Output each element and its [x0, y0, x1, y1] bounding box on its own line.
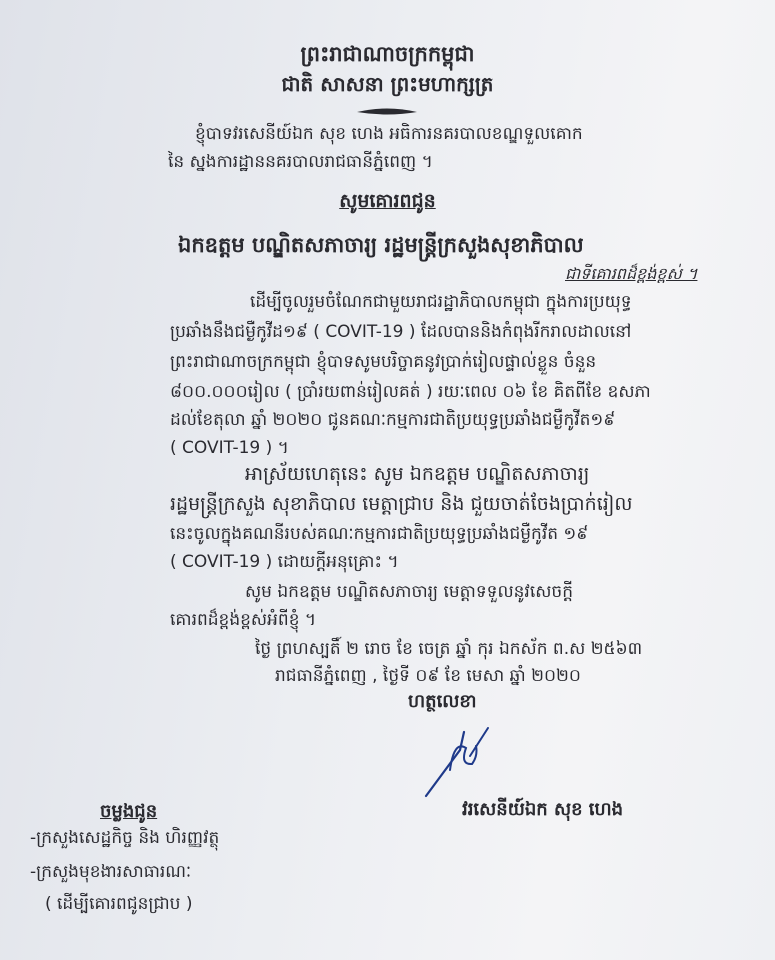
- body-p3-line-1: សូម ឯកឧត្តម បណ្ឌិតសភាចារ្យ មេត្តាទទួលនូវសេចក្តី: [245, 582, 573, 602]
- motto-heading: ជាតិ សាសនា ព្រះមហាក្សត្រ: [281, 72, 494, 96]
- body-p2-line-1: អាស្រ័យហេតុនេះ សូម ឯកឧត្តម បណ្ឌិតសភាចារ្យ: [245, 463, 590, 485]
- ornament-divider: [355, 107, 419, 117]
- body-p2-line-4: ( COVIT-19 ) ដោយក្តីអនុគ្រោះ ។: [170, 552, 399, 572]
- signature-heading: ហត្ថលេខា: [408, 691, 477, 712]
- body-p1-line-2: ប្រឆាំងនឹងជម្ងឺកូវីដ១៩ ( COVIT-19 ) ដែលបាននិងកំពុងរីករាលដាលនៅ: [170, 322, 632, 342]
- recipient-name: ឯកឧត្តម បណ្ឌិតសភាចារ្យ រដ្ឋមន្ត្រីក្រសួងសុខាភិបាល: [178, 233, 584, 257]
- cc-item: -ក្រសួងមុខងារសាធារណៈ: [30, 862, 192, 882]
- body-p1-line-1: ដើម្បីចូលរួមចំណែកជាមួយរាជរដ្ឋាភិបាលកម្ពុជា ក្នុងការប្រយុទ្ធ: [250, 292, 632, 312]
- kingdom-heading: ព្រះរាជាណាចក្រកម្ពុជា: [300, 42, 475, 66]
- handwritten-signature: [420, 710, 510, 810]
- body-p1-line-4: ៨០០.០០០រៀល ( ប្រាំរយពាន់រៀលគត់ ) រយៈពេល ០៦ ខែ គិតពីខែ ឧសភា: [170, 382, 651, 402]
- body-p2-line-2: រដ្ឋមន្ត្រីក្រសួង សុខាភិបាល មេត្តាជ្រាប និង ជួយចាត់ចែងប្រាក់រៀល: [170, 493, 633, 515]
- signatory-name: វរសេនីយ៍ឯក សុខ ហេង: [462, 799, 624, 820]
- date-lunar: ថ្ងៃ ព្រហស្បតិ៍ ២ រោច ខែ ចេត្រ ឆ្នាំ កុរ ឯកស័ក ព.ស ២៥៦៣: [255, 639, 643, 659]
- cc-heading: ចម្លងជូន: [100, 801, 158, 822]
- body-p1-line-3: ព្រះរាជាណាចក្រកម្ពុជា ខ្ញុំបាទសូមបរិច្ចាគនូវប្រាក់រៀលផ្ទាល់ខ្លួន ចំនួន: [170, 352, 597, 372]
- sender-line-1: ខ្ញុំបាទវរសេនីយ៍ឯក សុខ ហេង អធិការនគរបាលខណ្ឌទួលគោក: [195, 124, 583, 144]
- cc-note: ( ដើម្បីគោរពជូនជ្រាប ): [45, 894, 193, 914]
- cc-item: -ក្រសួងសេដ្ឋកិច្ច និង ហិរញ្ញវត្ថុ: [30, 828, 220, 848]
- body-p1-line-5: ដល់ខែតុលា ឆ្នាំ ២០២០ ជូនគណៈកម្មការជាតិប្រយុទ្ធប្រឆាំងជម្ងឺកូវីត១៩: [170, 410, 616, 430]
- date-solar: រាជធានីភ្នំពេញ , ថ្ងៃទី ០៩ ខែ មេសា ឆ្នាំ ២០២០: [275, 666, 581, 686]
- sender-line-2: នៃ ស្នងការដ្ឋាននគរបាលរាជធានីភ្នំពេញ ។: [168, 152, 433, 172]
- body-p1-line-6: ( COVIT-19 ) ។: [170, 438, 289, 458]
- recipient-title: ជាទីគោរពដ៏ខ្ពង់ខ្ពស់ ។: [565, 264, 698, 283]
- body-p3-line-2: គោរពដ៏ខ្ពង់ខ្ពស់អំពីខ្ញុំ ។: [170, 610, 317, 630]
- body-p2-line-3: នេះចូលក្នុងគណនីរបស់គណៈកម្មការជាតិប្រយុទ្ធប្រឆាំងជម្ងឺកូវីត ១៩: [170, 524, 589, 544]
- greeting: សូមគោរពជូន: [339, 190, 436, 212]
